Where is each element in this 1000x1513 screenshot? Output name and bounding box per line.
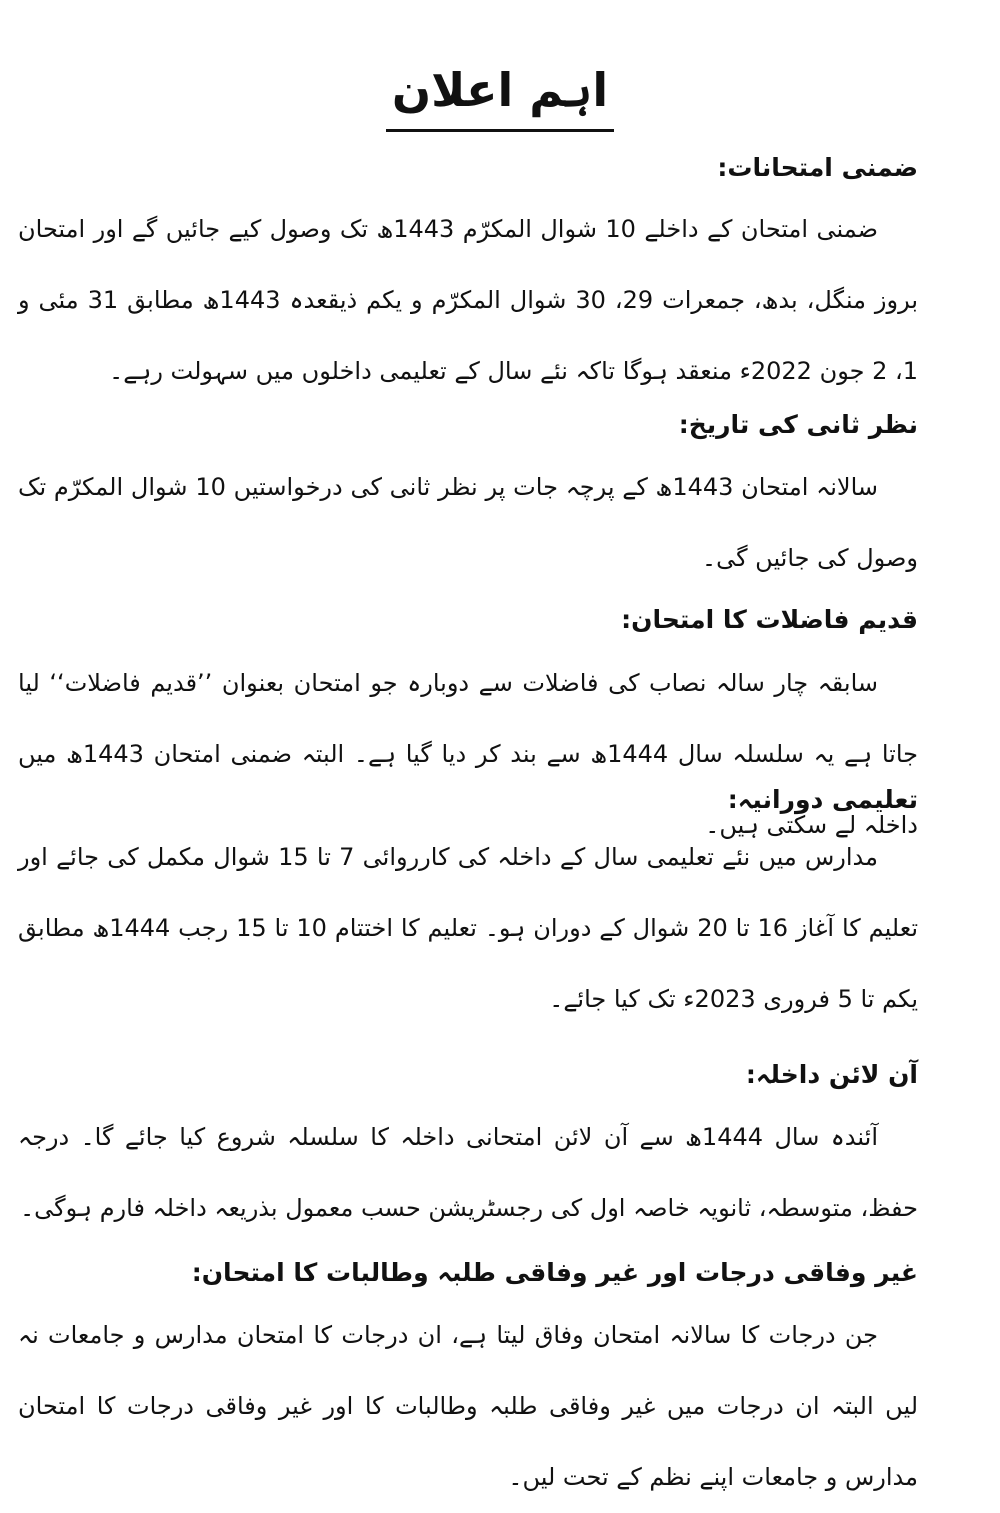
section-heading-revaluation-date: نظر ثانی کی تاریخ: xyxy=(678,410,918,439)
section-body-old-graduates-exam: سابقہ چار سالہ نصاب کی فاضلات سے دوبارہ جو امتحان بعنوان ’’قدیم فاضلات‘‘ لیا جاتا ہے یہ سلسلہ سال 1444ھ سے بند کر دیا گیا ہے۔ البتہ ضمنی امتحان 1443ھ میں داخلہ لے سکتی ہیں۔ xyxy=(18,669,918,839)
section-body-revaluation-date: سالانہ امتحان 1443ھ کے پرچہ جات پر نظر ثانی کی درخواستیں 10 شوال المکرّم تک وصول کی جائیں گی۔ xyxy=(18,473,918,572)
section-heading-academic-duration: تعلیمی دورانیہ: xyxy=(727,785,918,814)
page-title-text: اہم اعلان xyxy=(386,55,614,132)
section-body-non-federal-exams: جن درجات کا سالانہ امتحان وفاق لیتا ہے، ان درجات کا امتحان مدارس و جامعات نہ لیں البتہ ان درجات میں غیر وفاقی طلبہ وطالبات کا اور غیر وفاقی درجات کا امتحان مدارس و جامعات اپنے نظم کے تحت لیں۔ xyxy=(18,1321,918,1491)
section-body-online-admission: آئندہ سال 1444ھ سے آن لائن امتحانی داخلہ کا سلسلہ شروع کیا جائے گا۔ درجہ حفظ، متوسطہ، ثانویہ خاصہ اول کی رجسٹریشن حسب معمول بذریعہ داخلہ فارم ہوگی۔ xyxy=(18,1123,918,1222)
section-body-supplementary-exams: ضمنی امتحان کے داخلے 10 شوال المکرّم 1443ھ تک وصول کیے جائیں گے اور امتحان بروز منگل، بدھ، جمعرات 29، 30 شوال المکرّم و یکم ذیقعدہ 1443ھ مطابق 31 مئی و 1، 2 جون 2022ء منعقد ہوگا تاکہ نئے سال کے تعلیمی داخلوں میں سہولت رہے۔ xyxy=(18,215,919,385)
section-body-academic-duration: مدارس میں نئے تعلیمی سال کے داخلہ کی کارروائی 7 تا 15 شوال مکمل کی جائے اور تعلیم کا آغاز 16 تا 20 شوال کے دوران ہو۔ تعلیم کا اختتام 10 تا 15 رجب 1444ھ مطابق یکم تا 5 فروری 2023ء تک کیا جائے۔ xyxy=(18,843,919,1013)
section-heading-old-graduates-exam: قدیم فاضلات کا امتحان: xyxy=(621,605,918,634)
section-heading-non-federal-exams: غیر وفاقی درجات اور غیر وفاقی طلبہ وطالبات کا امتحان: xyxy=(191,1258,918,1287)
page-title xyxy=(0,55,1000,132)
section-heading-supplementary-exams: ضمنی امتحانات: xyxy=(717,153,918,182)
section-heading-online-admission: آن لائن داخلہ: xyxy=(745,1060,918,1089)
